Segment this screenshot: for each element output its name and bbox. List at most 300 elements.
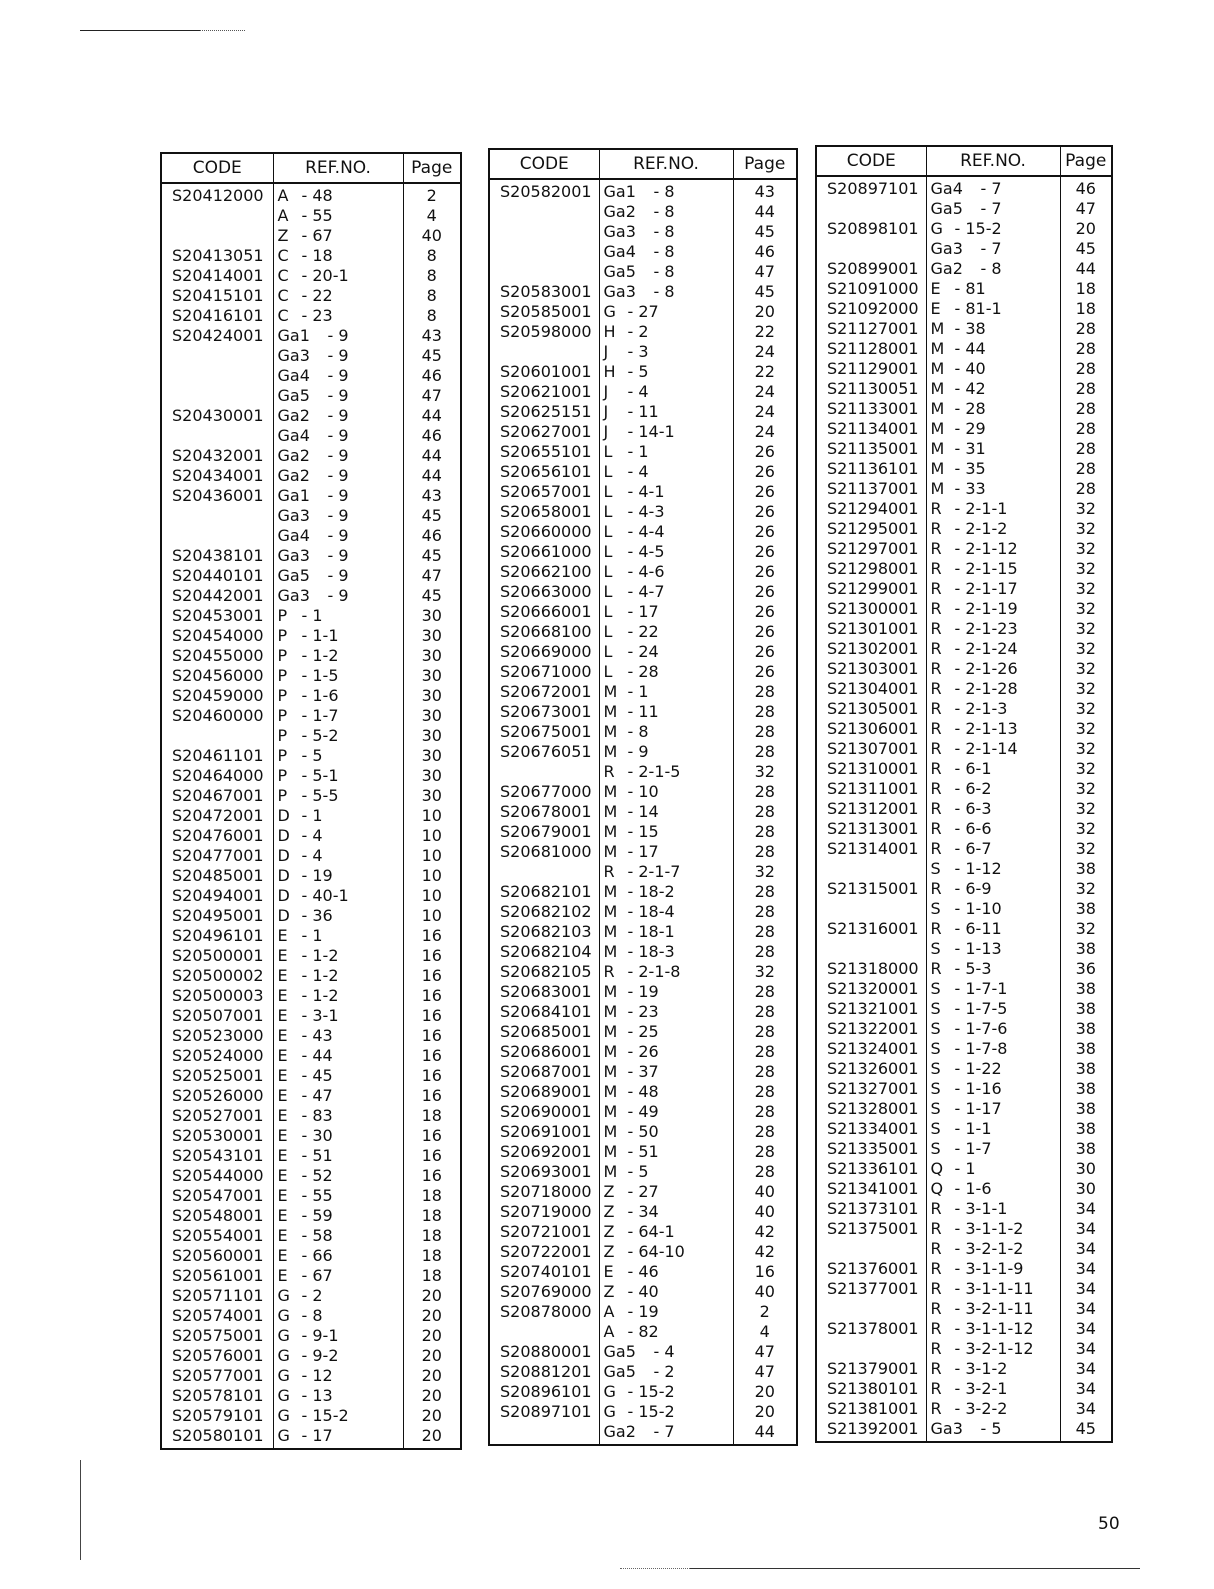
ref-no-cell <box>926 1339 1060 1359</box>
ref-number: - 2 <box>301 1286 323 1305</box>
ref-number: - 66 <box>301 1246 333 1265</box>
table-row <box>489 1422 797 1445</box>
ref-no-cell <box>273 566 403 586</box>
ref-no-cell <box>926 1359 1060 1379</box>
ref-no-cell <box>273 1366 403 1386</box>
ref-letter: M <box>603 842 618 861</box>
ref-no-cell <box>599 642 733 662</box>
ref-number: - 19 <box>627 1302 659 1321</box>
code-cell: S20722001 <box>489 1242 599 1262</box>
ref-number: - 3-2-1 <box>954 1379 1008 1398</box>
ref-number: - 9 <box>327 506 349 525</box>
page-cell: 46 <box>754 242 775 261</box>
table-row <box>489 1402 797 1422</box>
ref-no-cell <box>926 459 1060 479</box>
page-cell: 24 <box>754 342 775 361</box>
ref-number: - 9 <box>327 426 349 445</box>
code-cell: S20681000 <box>489 842 599 862</box>
code-cell: S20560001 <box>161 1246 273 1266</box>
code-cell: S20663000 <box>489 582 599 602</box>
ref-letter: R <box>930 799 942 818</box>
table-row <box>816 199 1112 219</box>
code-cell: S20693001 <box>489 1162 599 1182</box>
ref-no-cell <box>599 242 733 262</box>
table-row <box>489 942 797 962</box>
ref-no-cell <box>926 1059 1060 1079</box>
ref-letter: S <box>930 1119 941 1138</box>
page-cell: 28 <box>754 702 775 721</box>
page-cell: 24 <box>754 382 775 401</box>
ref-letter: M <box>603 1042 618 1061</box>
top-rule <box>80 30 200 31</box>
table-row <box>161 1086 461 1106</box>
ref-no-cell <box>273 726 403 746</box>
ref-number: - 81 <box>954 279 986 298</box>
ref-number: - 40 <box>627 1282 659 1301</box>
table-row <box>489 1202 797 1222</box>
ref-no-cell <box>273 1286 403 1306</box>
table-row <box>816 1319 1112 1339</box>
ref-letter: Ga4 <box>603 242 636 261</box>
ref-number: - 3-1-2 <box>954 1359 1008 1378</box>
page-cell: 30 <box>1075 1159 1096 1178</box>
page-cell: 18 <box>1075 279 1096 298</box>
page-cell: 32 <box>1075 799 1096 818</box>
table-row <box>489 922 797 942</box>
ref-number: - 1-2 <box>301 986 339 1005</box>
ref-no-cell <box>273 466 403 486</box>
ref-no-cell <box>599 1122 733 1142</box>
ref-number: - 9 <box>327 406 349 425</box>
page-cell: 10 <box>421 866 442 885</box>
code-cell: S20625151 <box>489 402 599 422</box>
ref-number: - 17 <box>301 1426 333 1445</box>
page-cell: 34 <box>1075 1279 1096 1298</box>
ref-no-cell <box>273 406 403 426</box>
ref-number: - 9 <box>327 566 349 585</box>
table-row <box>816 519 1112 539</box>
ref-no-cell <box>273 546 403 566</box>
ref-number: - 1-6 <box>954 1179 992 1198</box>
table-row <box>816 819 1112 839</box>
ref-number: - 25 <box>627 1022 659 1041</box>
page-cell: 45 <box>421 506 442 525</box>
ref-letter: J <box>603 422 609 441</box>
page-cell: 26 <box>754 462 775 481</box>
table-row <box>816 1079 1112 1099</box>
page-cell: 16 <box>421 1066 442 1085</box>
page-cell: 16 <box>754 1262 775 1281</box>
table-row <box>816 176 1112 199</box>
page-cell: 32 <box>1075 919 1096 938</box>
code-cell: S21321001 <box>816 999 926 1019</box>
page-cell: 10 <box>421 906 442 925</box>
ref-number: - 15-2 <box>954 219 1002 238</box>
ref-letter: E <box>277 1086 288 1105</box>
code-cell <box>816 939 926 959</box>
page-cell: 30 <box>421 706 442 725</box>
page-cell: 28 <box>754 1002 775 1021</box>
ref-no-cell <box>273 846 403 866</box>
table-row <box>816 639 1112 659</box>
ref-letter: M <box>603 802 618 821</box>
ref-no-cell <box>926 759 1060 779</box>
ref-letter: G <box>277 1306 290 1325</box>
ref-letter: L <box>603 482 613 501</box>
table-row <box>816 279 1112 299</box>
code-cell: S20601001 <box>489 362 599 382</box>
ref-no-cell <box>599 1402 733 1422</box>
table-row <box>161 1386 461 1406</box>
table-row <box>489 1082 797 1102</box>
table-row <box>161 746 461 766</box>
code-cell: S20661000 <box>489 542 599 562</box>
ref-letter: G <box>603 302 616 321</box>
code-cell: S20434001 <box>161 466 273 486</box>
ref-no-cell <box>273 626 403 646</box>
code-cell: S21127001 <box>816 319 926 339</box>
ref-number: - 4-1 <box>627 482 665 501</box>
page-cell: 38 <box>1075 1079 1096 1098</box>
ref-letter: Ga2 <box>603 202 636 221</box>
ref-number: - 35 <box>954 459 986 478</box>
ref-number: - 46 <box>627 1262 659 1281</box>
table-body <box>489 179 797 1445</box>
code-cell <box>816 1299 926 1319</box>
page-cell: 45 <box>421 586 442 605</box>
ref-number: - 2-1-5 <box>627 762 681 781</box>
ref-no-cell <box>599 402 733 422</box>
page-cell: 36 <box>1075 959 1096 978</box>
ref-number: - 27 <box>627 1182 659 1201</box>
page-cell: 30 <box>421 686 442 705</box>
code-cell: S20668100 <box>489 622 599 642</box>
ref-number: - 23 <box>301 306 333 325</box>
ref-number: - 4-7 <box>627 582 665 601</box>
code-cell: S20690001 <box>489 1102 599 1122</box>
page-cell: 22 <box>754 362 775 381</box>
ref-letter: L <box>603 522 613 541</box>
code-cell <box>816 239 926 259</box>
page-cell: 38 <box>1075 1139 1096 1158</box>
ref-no-cell <box>599 1022 733 1042</box>
code-cell: S20495001 <box>161 906 273 926</box>
page-cell: 26 <box>754 442 775 461</box>
ref-number: - 18 <box>301 246 333 265</box>
code-cell: S21320001 <box>816 979 926 999</box>
ref-no-cell <box>273 1146 403 1166</box>
table-row <box>161 686 461 706</box>
ref-number: - 1 <box>301 806 323 825</box>
code-cell <box>161 206 273 226</box>
ref-letter: Z <box>603 1242 615 1261</box>
page-cell: 40 <box>421 226 442 245</box>
code-cell: S21311001 <box>816 779 926 799</box>
ref-number: - 2-1-26 <box>954 659 1018 678</box>
ref-number: - 31 <box>954 439 986 458</box>
code-cell: S21295001 <box>816 519 926 539</box>
page-cell: 28 <box>754 802 775 821</box>
table-row <box>816 739 1112 759</box>
ref-no-cell <box>273 586 403 606</box>
table-row <box>489 179 797 202</box>
ref-no-cell <box>926 859 1060 879</box>
code-cell: S21376001 <box>816 1259 926 1279</box>
ref-letter: E <box>603 1262 614 1281</box>
ref-letter: E <box>277 1066 288 1085</box>
page-cell: 38 <box>1075 999 1096 1018</box>
page-cell: 45 <box>421 546 442 565</box>
table-row <box>489 782 797 802</box>
ref-no-cell <box>599 1362 733 1382</box>
table-row <box>816 439 1112 459</box>
table-row <box>161 1406 461 1426</box>
ref-no-cell <box>273 506 403 526</box>
ref-number: - 1-17 <box>954 1099 1002 1118</box>
page-cell: 32 <box>1075 759 1096 778</box>
table-row <box>816 359 1112 379</box>
page-cell: 38 <box>1075 939 1096 958</box>
page-cell: 28 <box>754 1062 775 1081</box>
ref-number: - 9 <box>327 386 349 405</box>
table-row <box>489 1042 797 1062</box>
ref-number: - 9 <box>327 466 349 485</box>
ref-letter: G <box>603 1402 616 1421</box>
table-row <box>489 1002 797 1022</box>
table-row <box>489 1222 797 1242</box>
table-row <box>161 306 461 326</box>
ref-no-cell <box>273 346 403 366</box>
page-cell: 28 <box>1075 319 1096 338</box>
ref-no-cell <box>599 842 733 862</box>
page-cell: 38 <box>1075 1119 1096 1138</box>
header-code: CODE <box>816 146 926 176</box>
table-row <box>489 742 797 762</box>
code-cell <box>489 202 599 222</box>
ref-letter: E <box>277 926 288 945</box>
ref-letter: G <box>277 1386 290 1405</box>
table-row <box>161 946 461 966</box>
ref-number: - 1 <box>627 682 649 701</box>
table-row <box>161 1066 461 1086</box>
page-cell: 18 <box>421 1106 442 1125</box>
code-cell: S20718000 <box>489 1182 599 1202</box>
code-cell: S20685001 <box>489 1022 599 1042</box>
page-cell: 24 <box>754 422 775 441</box>
ref-letter: R <box>930 599 942 618</box>
ref-number: - 4 <box>301 826 323 845</box>
ref-number: - 1-2 <box>301 966 339 985</box>
page-cell: 16 <box>421 1086 442 1105</box>
ref-number: - 64-1 <box>627 1222 675 1241</box>
ref-no-cell <box>273 1226 403 1246</box>
ref-letter: M <box>603 742 618 761</box>
ref-letter: A <box>277 206 289 225</box>
ref-letter: Z <box>603 1282 615 1301</box>
page-cell: 30 <box>421 786 442 805</box>
page-cell: 32 <box>1075 519 1096 538</box>
ref-number: - 9-1 <box>301 1326 339 1345</box>
page-cell: 38 <box>1075 979 1096 998</box>
code-cell: S20460000 <box>161 706 273 726</box>
page-cell: 28 <box>754 722 775 741</box>
ref-no-cell <box>273 946 403 966</box>
code-cell: S20897101 <box>816 176 926 199</box>
table-row <box>161 986 461 1006</box>
table-row <box>161 366 461 386</box>
code-cell: S20682103 <box>489 922 599 942</box>
table-row <box>161 246 461 266</box>
ref-number: - 81-1 <box>954 299 1002 318</box>
ref-letter: J <box>603 342 609 361</box>
code-cell: S20621001 <box>489 382 599 402</box>
ref-number: - 3 <box>627 342 649 361</box>
ref-letter: R <box>930 1259 942 1278</box>
ref-letter: R <box>930 779 942 798</box>
ref-no-cell <box>599 602 733 622</box>
ref-no-cell <box>599 682 733 702</box>
ref-number: - 2 <box>627 322 649 341</box>
page-cell: 18 <box>421 1266 442 1285</box>
code-cell: S21373101 <box>816 1199 926 1219</box>
page-cell: 30 <box>421 666 442 685</box>
ref-number: - 67 <box>301 226 333 245</box>
code-cell: S20655101 <box>489 442 599 462</box>
ref-letter: S <box>930 1079 941 1098</box>
code-cell: S20691001 <box>489 1122 599 1142</box>
table-row <box>161 786 461 806</box>
table-row <box>489 222 797 242</box>
ref-letter: L <box>603 442 613 461</box>
index-table-3 <box>815 145 1113 1443</box>
table-row <box>161 866 461 886</box>
ref-number: - 36 <box>301 906 333 925</box>
page-cell: 28 <box>754 842 775 861</box>
code-cell <box>161 426 273 446</box>
ref-number: - 34 <box>627 1202 659 1221</box>
ref-letter: E <box>277 1166 288 1185</box>
code-cell: S21314001 <box>816 839 926 859</box>
ref-no-cell <box>273 866 403 886</box>
table-row <box>161 1146 461 1166</box>
ref-number: - 18-1 <box>627 922 675 941</box>
ref-letter: S <box>930 859 941 878</box>
code-cell: S21294001 <box>816 499 926 519</box>
ref-no-cell <box>599 382 733 402</box>
code-cell: S21300001 <box>816 599 926 619</box>
ref-letter: R <box>930 699 942 718</box>
header-row <box>161 153 461 183</box>
code-cell: S20583001 <box>489 282 599 302</box>
table-row <box>816 919 1112 939</box>
code-cell: S20477001 <box>161 846 273 866</box>
table-row <box>816 1239 1112 1259</box>
ref-number: - 9 <box>327 446 349 465</box>
code-cell: S21326001 <box>816 1059 926 1079</box>
page-cell: 47 <box>754 262 775 281</box>
ref-letter: J <box>603 382 609 401</box>
code-cell: S21324001 <box>816 1039 926 1059</box>
code-cell <box>489 862 599 882</box>
ref-no-cell <box>926 679 1060 699</box>
ref-number: - 2-1-12 <box>954 539 1018 558</box>
ref-letter: C <box>277 266 289 285</box>
ref-no-cell <box>599 742 733 762</box>
code-cell: S20440101 <box>161 566 273 586</box>
ref-letter: P <box>277 726 288 745</box>
code-cell: S21315001 <box>816 879 926 899</box>
ref-letter: E <box>277 1026 288 1045</box>
code-cell: S20662100 <box>489 562 599 582</box>
table-body <box>161 183 461 1449</box>
ref-letter: R <box>930 879 942 898</box>
code-cell: S20415101 <box>161 286 273 306</box>
code-cell: S20561001 <box>161 1266 273 1286</box>
table-row <box>489 242 797 262</box>
code-cell: S21312001 <box>816 799 926 819</box>
ref-no-cell <box>599 962 733 982</box>
page-cell: 28 <box>754 1082 775 1101</box>
code-cell: S20527001 <box>161 1106 273 1126</box>
ref-number: - 4-6 <box>627 562 665 581</box>
table-row <box>816 1059 1112 1079</box>
ref-no-cell <box>599 202 733 222</box>
code-cell: S20657001 <box>489 482 599 502</box>
page-cell: 44 <box>754 1422 775 1441</box>
table-row <box>489 382 797 402</box>
ref-no-cell <box>599 822 733 842</box>
code-cell: S21378001 <box>816 1319 926 1339</box>
page-cell: 34 <box>1075 1319 1096 1338</box>
page-cell: 10 <box>421 806 442 825</box>
ref-letter: R <box>930 819 942 838</box>
page-number: 50 <box>1098 1514 1120 1534</box>
page-cell: 28 <box>754 822 775 841</box>
ref-no-cell <box>273 886 403 906</box>
ref-letter: E <box>277 1186 288 1205</box>
ref-no-cell <box>926 919 1060 939</box>
ref-no-cell <box>926 1219 1060 1239</box>
code-cell: S20430001 <box>161 406 273 426</box>
code-cell: S20578101 <box>161 1386 273 1406</box>
page-cell: 30 <box>421 746 442 765</box>
header-page: Page <box>403 153 461 183</box>
ref-no-cell <box>926 1199 1060 1219</box>
table-row <box>489 302 797 322</box>
table-row <box>816 799 1112 819</box>
code-cell: S20424001 <box>161 326 273 346</box>
code-cell: S20899001 <box>816 259 926 279</box>
table-row <box>161 906 461 926</box>
page-cell: 28 <box>754 782 775 801</box>
ref-no-cell <box>926 639 1060 659</box>
code-cell: S21334001 <box>816 1119 926 1139</box>
page-cell: 32 <box>1075 599 1096 618</box>
page-cell: 28 <box>754 922 775 941</box>
ref-no-cell <box>926 979 1060 999</box>
ref-number: - 4 <box>627 462 649 481</box>
ref-number: - 49 <box>627 1102 659 1121</box>
code-cell: S20454000 <box>161 626 273 646</box>
ref-no-cell <box>273 246 403 266</box>
ref-letter: L <box>603 582 613 601</box>
ref-no-cell <box>273 1066 403 1086</box>
ref-letter: R <box>930 1359 942 1378</box>
code-cell: S20524000 <box>161 1046 273 1066</box>
code-cell: S20686001 <box>489 1042 599 1062</box>
ref-number: - 4-5 <box>627 542 665 561</box>
table-row <box>816 419 1112 439</box>
